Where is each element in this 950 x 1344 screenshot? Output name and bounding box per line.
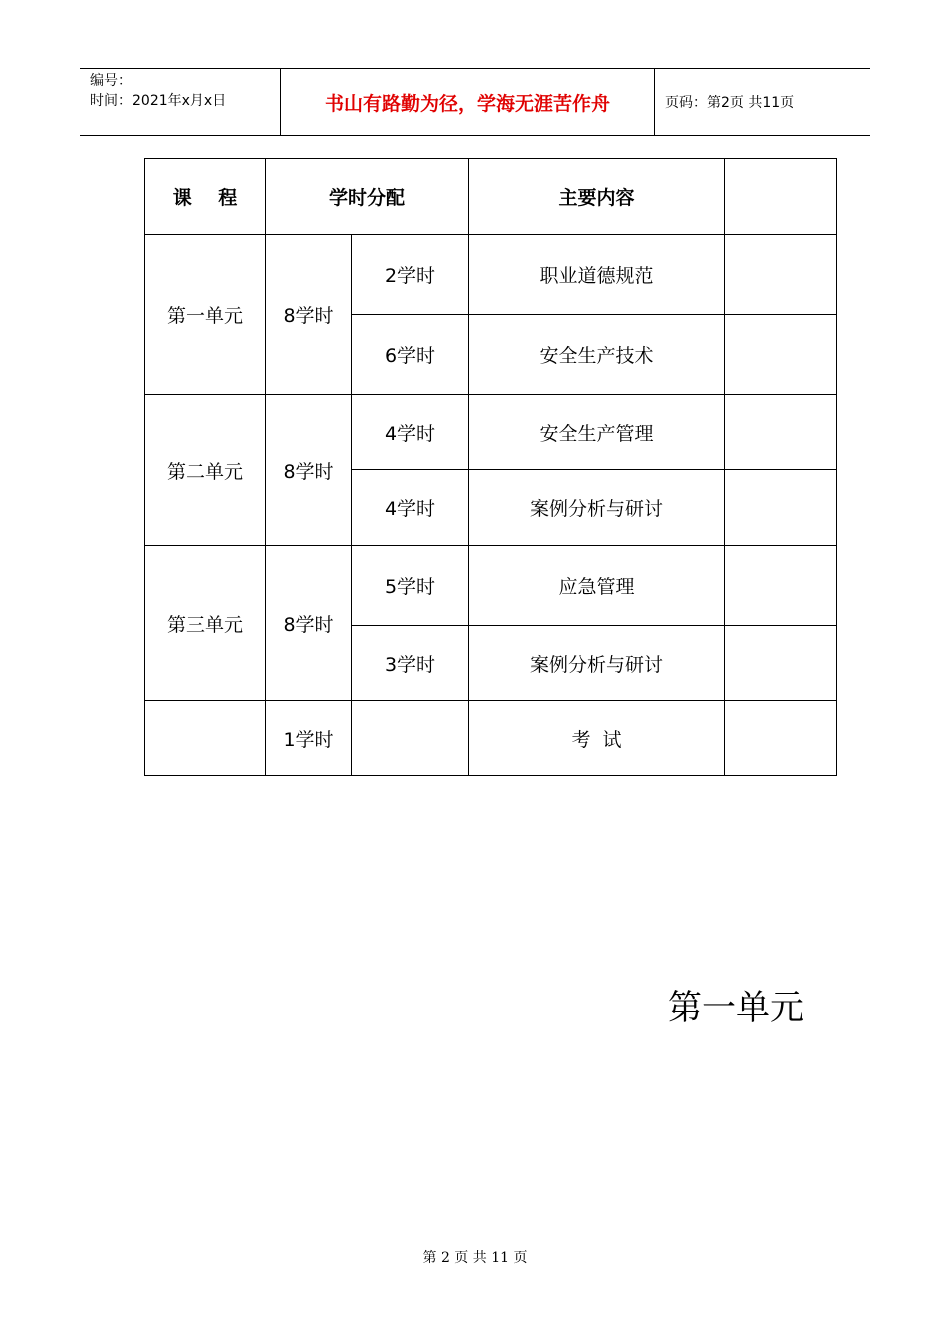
unit-total-hours: 8学时 bbox=[266, 395, 352, 546]
row-hours: 6学时 bbox=[352, 315, 469, 395]
row-extra bbox=[725, 470, 837, 546]
row-content: 安全生产技术 bbox=[469, 315, 725, 395]
header-extra bbox=[725, 159, 837, 235]
row-content: 案例分析与研讨 bbox=[469, 626, 725, 701]
date-line: 时间：2021年x月x日 bbox=[90, 93, 227, 109]
schedule-table bbox=[144, 158, 837, 776]
unit-name: 第二单元 bbox=[145, 395, 266, 546]
unit-total-hours: 8学时 bbox=[266, 235, 352, 395]
exam-name bbox=[145, 701, 266, 776]
row-extra bbox=[725, 315, 837, 395]
exam-extra bbox=[725, 701, 837, 776]
row-content: 案例分析与研讨 bbox=[469, 470, 725, 546]
header-page-info: 页码：第2页 共11页 bbox=[665, 95, 795, 111]
header-motto: 书山有路勤为径，学海无涯苦作舟 bbox=[281, 69, 655, 135]
page-footer: 第 2 页 共 11 页 bbox=[422, 1250, 528, 1266]
page-header bbox=[80, 68, 870, 136]
table-row bbox=[145, 235, 837, 315]
row-hours: 2学时 bbox=[352, 235, 469, 315]
number-label: 编号： bbox=[90, 73, 132, 89]
table-header-row bbox=[145, 159, 837, 235]
unit-name: 第三单元 bbox=[145, 546, 266, 701]
unit-name: 第一单元 bbox=[145, 235, 266, 395]
exam-content: 考 试 bbox=[469, 701, 725, 776]
exam-total-hours: 1学时 bbox=[266, 701, 352, 776]
table-row bbox=[145, 546, 837, 626]
header-hours: 学时分配 bbox=[266, 159, 469, 235]
row-hours: 5学时 bbox=[352, 546, 469, 626]
header-content: 主要内容 bbox=[469, 159, 725, 235]
unit-total-hours: 8学时 bbox=[266, 546, 352, 701]
row-extra bbox=[725, 546, 837, 626]
table-row bbox=[145, 395, 837, 470]
exam-hours bbox=[352, 701, 469, 776]
row-hours: 4学时 bbox=[352, 395, 469, 470]
row-content: 应急管理 bbox=[469, 546, 725, 626]
header-course: 课 程 bbox=[145, 159, 266, 235]
row-extra bbox=[725, 395, 837, 470]
row-hours: 4学时 bbox=[352, 470, 469, 546]
row-extra bbox=[725, 626, 837, 701]
row-content: 安全生产管理 bbox=[469, 395, 725, 470]
row-extra bbox=[725, 235, 837, 315]
row-hours: 3学时 bbox=[352, 626, 469, 701]
table-row-exam bbox=[145, 701, 837, 776]
row-content: 职业道德规范 bbox=[469, 235, 725, 315]
header-meta bbox=[80, 69, 281, 135]
section-title: 第一单元 bbox=[668, 988, 804, 1028]
